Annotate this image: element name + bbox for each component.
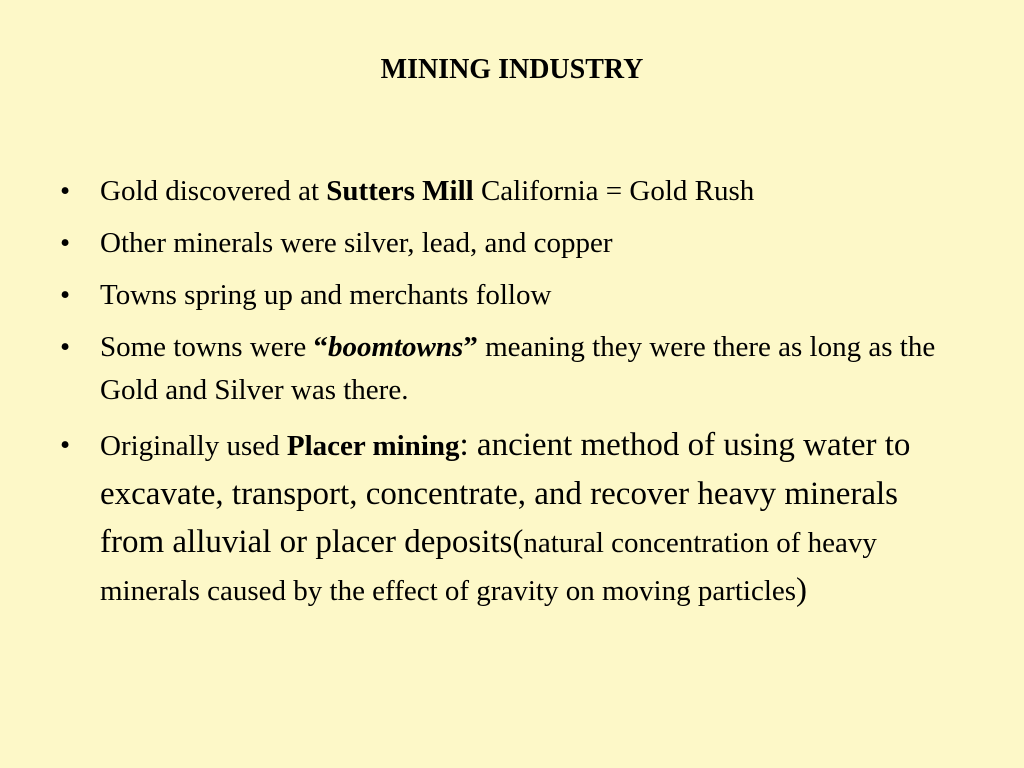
quote-close: ” [463,331,478,363]
bullet-dot: • [60,429,71,461]
boomtowns-term: boomtowns [327,331,464,363]
bullet-text: Some towns were [100,331,314,363]
bullet-list [60,170,970,623]
placer-definition: : ancient method of using water to excavate, transport, concentrate, and recover heavy minerals from alluvial or placer deposits( [100,427,911,560]
placer-mining-term: Placer mining [286,430,460,462]
bullet-dot: • [60,227,71,259]
placer-deposit-note: natural concentration of heavy minerals caused by the effect of gravity on moving particles [100,527,877,607]
bullet-text: Other minerals were silver, lead, and copper [100,227,613,259]
bullet-text: Gold discovered at [100,175,327,207]
bullet-text: Originally used [100,430,287,462]
closing-paren: ) [796,572,808,608]
bullet-text: Towns spring up and merchants follow [100,279,552,311]
bullet-item-towns-spring-up [60,274,970,317]
sutters-mill-term: Sutters Mill [326,175,474,207]
slide-title: MINING INDUSTRY [380,54,644,85]
bullet-item-other-minerals [60,222,970,265]
bullet-item-boomtowns [60,326,970,412]
bullet-item-gold-discovered [60,170,970,213]
bullet-dot: • [60,331,71,363]
bullet-text: meaning they were there as long as the Gold and Silver was there. [100,331,936,406]
bullet-text: California = Gold Rush [473,175,755,207]
quote-open: “ [313,331,328,363]
bullet-dot: • [60,175,71,207]
bullet-dot: • [60,279,71,311]
bullet-item-placer-mining [60,421,970,614]
